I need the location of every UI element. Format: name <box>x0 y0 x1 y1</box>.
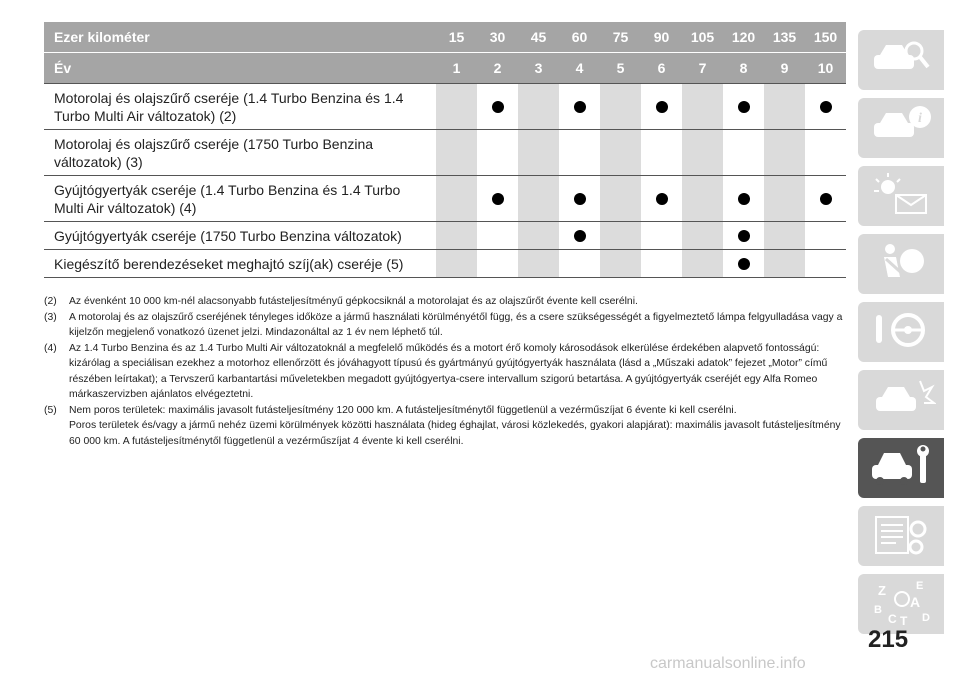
schedule-cell <box>641 250 682 277</box>
schedule-cell <box>682 84 723 129</box>
table-row <box>44 129 846 175</box>
footnote-number: (3) <box>44 311 57 323</box>
car-search-icon <box>866 33 936 88</box>
schedule-cell <box>559 84 600 129</box>
schedule-cell <box>477 84 518 129</box>
svg-text:E: E <box>916 579 924 592</box>
service-dot <box>574 193 586 205</box>
svg-text:B: B <box>874 603 882 616</box>
schedule-cell <box>436 222 477 249</box>
index-letters-icon <box>866 577 936 632</box>
chapter-tab[interactable] <box>858 30 944 90</box>
km-header-cell: 120 <box>731 29 756 45</box>
schedule-cell <box>518 130 559 175</box>
footnote-text: Az évenként 10 000 km-nél alacsonyabb futásteljesítményű gépkocsiknál a motorolajat és az olajszűrőt évente kell cserélni. <box>69 296 638 307</box>
schedule-cell <box>764 84 805 129</box>
schedule-cell <box>477 176 518 221</box>
svg-text:D: D <box>922 611 930 624</box>
schedule-cell <box>641 176 682 221</box>
service-dot <box>656 101 668 113</box>
schedule-cell <box>805 130 846 175</box>
schedule-cell <box>436 250 477 277</box>
page-number: 215 <box>868 626 909 653</box>
schedule-cell <box>723 250 764 277</box>
footnote-text: Az 1.4 Turbo Benzina és az 1.4 Turbo Multi Air változatoknál a megfelelő működés és a motort érő komoly károsodások elkerülése érdekében alapvető fontosságú: kizárólag a speciálisan ezekhez a motorhoz ellenőrzött és jóváhagyott típusú és gyártmányú gyújtógyertyák használata (lásd a „Műszaki adatok” fejezet „Motor” című részében leírtakat); a Tervszerű karbantartási műveletekben megadott gyújtógyertya-csere intervallum szigorú betartása. A gyújtógyertyák cseréjét egy Alfa Romeo márkaszervizben ajánlatos elvégeztetni. <box>69 342 828 400</box>
schedule-cell <box>436 176 477 221</box>
schedule-cell <box>682 250 723 277</box>
schedule-cell <box>518 250 559 277</box>
schedule-cell <box>764 130 805 175</box>
service-dot <box>574 101 586 113</box>
airbag-icon <box>866 237 936 292</box>
footnote-text: A motorolaj és az olajszűrő cseréjének tényleges időköze a jármű használati körülményétől függ, és a csere szükségességét a figyelmeztető lámpa felgyulladása vagy a kijelzőn megjelenő vonatkozó üzenet jelzi. Mindazonáltal az 1 év nem léphető túl. <box>69 311 843 338</box>
table-row <box>44 175 846 221</box>
schedule-cell <box>805 250 846 277</box>
row-label: Gyújtógyertyák cseréje (1750 Turbo Benzina változatok) <box>54 228 402 244</box>
service-dot <box>738 230 750 242</box>
year-header-cell: 8 <box>739 60 748 76</box>
schedule-cell <box>477 130 518 175</box>
year-header-cell: 5 <box>616 60 625 76</box>
schedule-cell <box>805 222 846 249</box>
schedule-cell <box>600 130 641 175</box>
chapter-tab[interactable] <box>858 302 944 362</box>
schedule-cell <box>764 250 805 277</box>
schedule-cell <box>518 176 559 221</box>
footnotes <box>44 294 846 449</box>
km-header-cell: 30 <box>489 29 506 45</box>
year-header-cell: 3 <box>534 60 543 76</box>
schedule-cell <box>641 222 682 249</box>
maintenance-table <box>44 22 846 278</box>
footnote-text: Poros területek és/vagy a jármű nehéz üzemi körülmények közötti használata (hideg éghajlat, városi közlekedés, gyakori alapjárat): maximális javasolt futásteljesítmény 60 000 km. A futásteljesítménytől függetlenül a vezérműszíjat 4 évente ki kell cserélni. <box>69 420 841 447</box>
chapter-tab[interactable] <box>858 166 944 226</box>
warning-light-icon <box>866 169 936 224</box>
svg-text:C: C <box>888 611 897 626</box>
km-header-label: Ezer kilométer <box>54 29 150 45</box>
service-dot <box>738 193 750 205</box>
footnote-text: Nem poros területek: maximális javasolt futásteljesítmény 120 000 km. A futásteljesítménytől függetlenül a vezérműszíjat 6 évente ki kell cserélni. <box>69 404 737 416</box>
chapter-tabs <box>858 30 944 642</box>
chapter-tab[interactable] <box>858 98 944 158</box>
schedule-cell <box>682 130 723 175</box>
year-header-row <box>44 52 846 83</box>
schedule-cell <box>723 130 764 175</box>
km-header-cell: 45 <box>530 29 547 45</box>
specs-gear-icon <box>866 509 936 564</box>
steering-key-icon <box>866 305 936 360</box>
schedule-cell <box>723 176 764 221</box>
service-dot <box>574 230 586 242</box>
schedule-cell <box>436 84 477 129</box>
service-dot <box>492 193 504 205</box>
footnote <box>44 310 846 341</box>
schedule-cell <box>764 176 805 221</box>
year-header-cell: 6 <box>657 60 666 76</box>
footnote-number: (4) <box>44 342 57 354</box>
schedule-cell <box>518 84 559 129</box>
footnote <box>44 403 846 419</box>
schedule-cell <box>600 222 641 249</box>
km-header-cell: 135 <box>772 29 797 45</box>
svg-text:Z: Z <box>878 582 886 598</box>
km-header-cell: 150 <box>813 29 838 45</box>
schedule-cell <box>641 84 682 129</box>
svg-text:i: i <box>918 110 922 126</box>
footnote-number: (5) <box>44 404 57 416</box>
footnote <box>44 418 846 449</box>
row-label: Motorolaj és olajszűrő cseréje (1.4 Turbo Benzina és 1.4 Turbo Multi Air változatok) (2) <box>54 90 404 124</box>
service-dot <box>656 193 668 205</box>
schedule-cell <box>682 176 723 221</box>
service-dot <box>492 101 504 113</box>
chapter-tab[interactable] <box>858 234 944 294</box>
schedule-cell <box>436 130 477 175</box>
row-label: Kiegészítő berendezéseket meghajtó szíj(ak) cseréje (5) <box>54 256 404 272</box>
car-wrench-icon <box>866 441 936 496</box>
service-dot <box>738 258 750 270</box>
chapter-tab[interactable] <box>858 574 944 634</box>
km-header-cell: 105 <box>690 29 715 45</box>
schedule-cell <box>477 222 518 249</box>
schedule-cell <box>600 176 641 221</box>
car-crash-icon <box>866 373 936 428</box>
year-header-cell: 1 <box>452 60 461 76</box>
chapter-tab[interactable] <box>858 370 944 430</box>
svg-text:A: A <box>910 593 921 610</box>
schedule-cell <box>559 176 600 221</box>
schedule-cell <box>477 250 518 277</box>
table-row <box>44 221 846 249</box>
service-dot <box>820 101 832 113</box>
km-header-cell: 90 <box>653 29 670 45</box>
schedule-cell <box>682 222 723 249</box>
chapter-tab[interactable] <box>858 506 944 566</box>
year-header-label: Év <box>54 60 72 76</box>
year-header-cell: 9 <box>780 60 789 76</box>
service-dot <box>738 101 750 113</box>
row-label: Gyújtógyertyák cseréje (1.4 Turbo Benzina és 1.4 Turbo Multi Air változatok) (4) <box>54 182 401 216</box>
km-header-cell: 75 <box>612 29 629 45</box>
watermark: carmanualsonline.info <box>650 655 806 672</box>
schedule-cell <box>559 250 600 277</box>
schedule-cell <box>723 84 764 129</box>
chapter-tab[interactable] <box>858 438 944 498</box>
schedule-cell <box>559 130 600 175</box>
year-header-cell: 2 <box>493 60 502 76</box>
schedule-cell <box>764 222 805 249</box>
footnote <box>44 341 846 403</box>
year-header-cell: 10 <box>817 60 834 76</box>
schedule-cell <box>805 84 846 129</box>
service-dot <box>820 193 832 205</box>
footnote <box>44 294 846 310</box>
schedule-cell <box>641 130 682 175</box>
car-info-icon <box>866 101 936 156</box>
schedule-cell <box>559 222 600 249</box>
table-row <box>44 249 846 278</box>
footnote-number: (2) <box>44 296 57 307</box>
row-label: Motorolaj és olajszűrő cseréje (1750 Turbo Benzina változatok) (3) <box>54 136 374 170</box>
schedule-cell <box>600 250 641 277</box>
km-header-cell: 60 <box>571 29 588 45</box>
km-header-cell: 15 <box>448 29 465 45</box>
year-header-cell: 4 <box>575 60 584 76</box>
km-header-row <box>44 22 846 52</box>
schedule-cell <box>805 176 846 221</box>
schedule-cell <box>600 84 641 129</box>
table-row <box>44 83 846 129</box>
table-body <box>44 83 846 278</box>
schedule-cell <box>723 222 764 249</box>
year-header-cell: 7 <box>698 60 707 76</box>
svg-text:T: T <box>900 613 908 627</box>
schedule-cell <box>518 222 559 249</box>
